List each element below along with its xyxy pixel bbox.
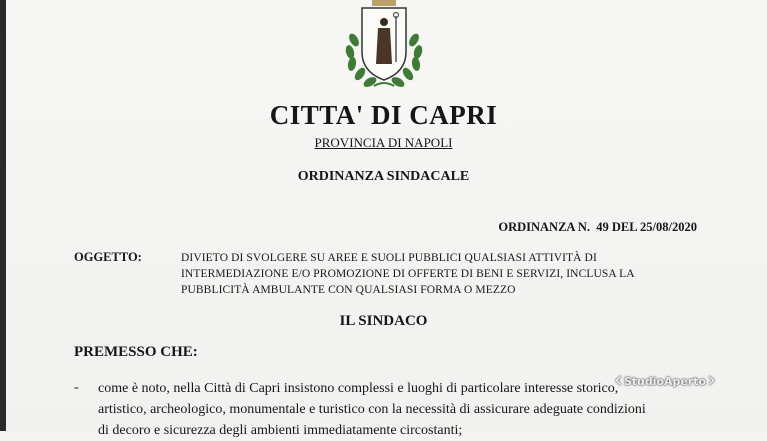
subject-line: PUBBLICITÀ AMBULANTE CON QUALSIASI FORMA O MEZZO — [181, 284, 516, 296]
bullet-marker: - — [74, 380, 79, 395]
bullet-line: di decoro e sicurezza degli ambienti immediatamente circostanti; — [98, 423, 463, 438]
city-title: CITTA' DI CAPRI — [269, 100, 498, 130]
coat-of-arms-icon — [334, 0, 434, 92]
subject-text — [181, 250, 701, 298]
ordinance-number: ORDINANZA N. 49 DEL 25/08/2020 — [498, 220, 697, 234]
subject-line: INTERMEDIAZIONE E/O PROMOZIONE DI OFFERTE DI BENI E SERVIZI, INCLUSA LA — [181, 268, 635, 280]
watermark-text: StudioAperto — [623, 374, 707, 388]
bullet-line: artistico, archeologico, monumentale e turistico con la necessità di assicurare adeguate condizioni — [98, 402, 646, 417]
province-subtitle: PROVINCIA DI NAPOLI — [314, 135, 453, 150]
chevron-left-icon: ‹ — [614, 368, 623, 393]
authority-heading: IL SINDACO — [339, 313, 428, 329]
broadcaster-watermark — [614, 367, 730, 395]
chevron-right-icon: › — [707, 368, 716, 393]
subject-label: OGGETTO: — [74, 250, 142, 264]
subject-line: DIVIETO DI SVOLGERE SU AREE E SUOLI PUBBLICI QUALSIASI ATTIVITÀ DI — [181, 252, 597, 264]
bullet-line: come è noto, nella Città di Capri insistono complessi e luoghi di particolare interesse storico, — [98, 381, 619, 396]
scan-edge — [0, 0, 6, 431]
premise-heading: PREMESSO CHE: — [74, 344, 198, 360]
document-type-heading: ORDINANZA SINDACALE — [297, 169, 470, 184]
